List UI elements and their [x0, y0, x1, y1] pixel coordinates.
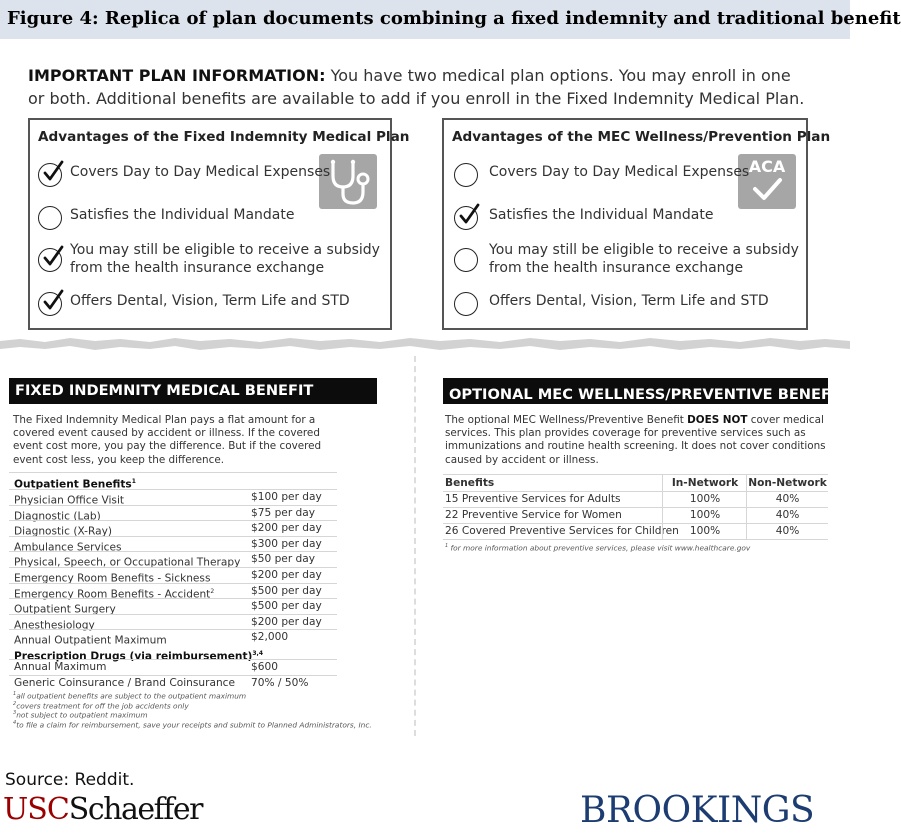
source-note: Source: Reddit.	[5, 770, 135, 790]
advantage-label: Satisfies the Individual Mandate	[70, 207, 295, 223]
benefit-name: Outpatient Surgery	[14, 603, 116, 616]
aca-badge-label: ACA	[748, 157, 786, 176]
advantage-item	[454, 292, 805, 316]
fixed-indemnity-header: FIXED INDEMNITY MEDICAL BENEFIT	[9, 378, 377, 404]
usc-logo-text: USC	[3, 792, 69, 827]
benefit-name: Generic Coinsurance / Brand Coinsurance	[14, 676, 236, 689]
mec-desc-bold: DOES NOT	[687, 414, 748, 426]
in-network-value: 100%	[689, 509, 721, 521]
table-row	[9, 660, 337, 675]
footnote	[13, 710, 148, 719]
footnote-marker: 2	[13, 700, 17, 707]
table-row	[9, 615, 337, 630]
benefit-name: Emergency Room Benefits - Sickness	[14, 572, 211, 585]
column-divider	[414, 356, 416, 736]
mec-table-header	[443, 475, 828, 491]
table-row	[443, 491, 828, 507]
advantage-label: Covers Day to Day Medical Expenses	[70, 164, 331, 180]
figure-title: Figure 4: Replica of plan documents combining a fixed indemnity and traditional benefit	[7, 8, 901, 29]
footnote-marker: 1	[13, 691, 17, 697]
in-network-value: 100%	[689, 525, 721, 537]
benefit-name: Physical, Speech, or Occupational Therapy	[14, 556, 241, 569]
column-divider	[662, 474, 663, 539]
benefit-name: Emergency Room Benefits - Accident	[14, 588, 211, 601]
benefit-value: $200 per day	[251, 569, 322, 581]
benefit-value: $50 per day	[251, 553, 316, 566]
advantage-label: Offers Dental, Vision, Term Life and STD	[489, 293, 769, 309]
benefit-value: $500 per day	[251, 600, 322, 613]
benefit-name: Ambulance Services	[14, 541, 122, 554]
benefit-value: $300 per day	[251, 537, 322, 550]
advantage-item	[454, 163, 805, 187]
mec-footnote	[445, 543, 750, 552]
table-row	[9, 552, 337, 567]
footnote-marker: 1	[131, 478, 136, 485]
row-divider	[9, 505, 337, 506]
mec-wellness-description	[445, 414, 830, 467]
advantage-item	[38, 163, 386, 187]
footnote	[13, 701, 189, 710]
column-divider	[746, 474, 747, 539]
advantage-label: Covers Day to Day Medical Expenses	[489, 164, 750, 180]
benefit-value: $200 per day	[251, 522, 322, 535]
empty-circle-icon	[454, 163, 478, 187]
non-network-value: 40%	[775, 509, 800, 521]
figure-header	[0, 0, 901, 39]
row-divider	[9, 614, 337, 615]
row-divider	[9, 675, 337, 676]
table-row	[9, 521, 337, 536]
benefit-value: $500 per day	[251, 584, 322, 597]
footnote-marker: 2	[210, 587, 215, 595]
benefit-value: $200 per day	[251, 615, 322, 628]
fixed-indemnity-advantages-box	[28, 118, 410, 330]
footnote-text: to file a claim for reimbursement, save your receipts and submit to Planned Administrators, Inc.	[16, 720, 372, 730]
benefit-name: 26 Covered Preventive Services for Children	[445, 525, 679, 537]
advantage-label: You may still be eligible to receive a subsidy from the health insurance exchange	[70, 242, 380, 276]
benefit-name: Annual Maximum	[14, 661, 107, 673]
row-divider	[443, 539, 828, 540]
benefit-name: Annual Outpatient Maximum	[14, 634, 167, 647]
footnote	[13, 691, 246, 700]
row-divider	[9, 659, 337, 660]
brookings-logo: BROOKINGS	[580, 790, 815, 831]
non-network-value: 40%	[775, 525, 800, 537]
footnote-marker: 4	[13, 719, 17, 726]
footnote	[13, 720, 372, 729]
mec-desc-pre: The optional MEC Wellness/Preventive Benefit	[445, 414, 688, 426]
in-network-value: 100%	[689, 493, 721, 505]
mec-header-label: OPTIONAL MEC WELLNESS/PREVENTIVE BENEFIT	[449, 385, 847, 403]
footnote-marker: 3	[13, 710, 17, 717]
advantage-item	[38, 241, 386, 277]
benefit-value: $75 per day	[251, 506, 316, 519]
non-network-value: 40%	[775, 493, 800, 505]
mec-wellness-header	[443, 378, 852, 404]
advantage-item	[454, 206, 805, 230]
intro-bold: IMPORTANT PLAN INFORMATION:	[28, 66, 326, 85]
footnote-marker: 3,4	[252, 650, 263, 657]
usc-schaeffer-logo	[3, 792, 202, 827]
box-title: Advantages of the MEC Wellness/Prevention Plan	[452, 129, 831, 145]
mec-wellness-advantages-box	[442, 118, 831, 330]
row-divider	[9, 629, 337, 630]
benefit-name: 22 Preventive Service for Women	[445, 509, 622, 521]
table-row	[9, 490, 337, 505]
advantage-label: Offers Dental, Vision, Term Life and STD	[70, 293, 350, 309]
table-row	[9, 537, 337, 552]
row-divider	[9, 598, 337, 599]
benefit-value: $600	[251, 661, 278, 673]
row-divider	[9, 551, 337, 552]
advantage-item	[454, 241, 805, 277]
benefit-name: Diagnostic (Lab)	[14, 510, 101, 523]
row-divider	[9, 520, 337, 521]
column-header-benefits: Benefits	[445, 477, 495, 489]
footnote-text: covers treatment for off the job accidents only	[16, 701, 189, 711]
column-header-in-network: In-Network	[671, 477, 739, 489]
benefit-name: Physician Office Visit	[14, 494, 125, 507]
box-title: Advantages of the Fixed Indemnity Medical Plan	[38, 129, 410, 145]
table-row	[9, 568, 337, 583]
schaeffer-logo-text: Schaeffer	[68, 792, 202, 827]
plan-intro	[28, 64, 828, 110]
intro-line2: or both. Additional benefits are available to add if you enroll in the Fixed Indemnity Medical Plan.	[28, 89, 805, 108]
row-divider	[9, 583, 337, 584]
torn-edge-divider	[0, 333, 850, 355]
outpatient-header-label: Outpatient Benefits	[14, 478, 132, 491]
mec-desc-post: cover medical services. This plan provides coverage for preventive services such as immunizations and routine health screening. It does not cover conditions caused by accident or illness.	[445, 414, 826, 466]
row-divider	[9, 489, 337, 490]
row-divider	[9, 567, 337, 568]
intro-line1: You have two medical plan options. You may enroll in one	[325, 66, 791, 85]
benefit-value: 70% / 50%	[251, 676, 309, 689]
benefit-name: Diagnostic (X-Ray)	[14, 525, 113, 538]
benefit-name: 15 Preventive Services for Adults	[445, 493, 621, 505]
divider	[9, 472, 337, 473]
benefit-value: $100 per day	[251, 491, 322, 503]
advantage-item	[38, 292, 386, 316]
row-divider	[9, 536, 337, 537]
table-row	[9, 584, 337, 599]
footnote-marker: 1	[445, 543, 449, 549]
empty-circle-icon	[38, 206, 62, 230]
advantage-item	[38, 206, 386, 230]
checked-circle-icon	[38, 163, 62, 187]
table-row	[9, 676, 337, 691]
advantage-label: Satisfies the Individual Mandate	[489, 207, 714, 223]
fixed-indemnity-description: The Fixed Indemnity Medical Plan pays a flat amount for a covered event caused by accident or illness. If the covered event cost more, you pay the difference. But if the covered event cost less, you keep the difference.	[13, 414, 322, 466]
checked-circle-icon	[454, 206, 478, 230]
table-row	[443, 523, 828, 539]
empty-circle-icon	[454, 248, 478, 272]
outpatient-header	[9, 474, 337, 489]
benefit-name: Anesthesiology	[14, 619, 95, 632]
footnote-marker: 1	[846, 387, 852, 395]
column-header-non-network: Non-Network	[748, 477, 827, 489]
table-row	[9, 630, 337, 645]
footnote-text: not subject to outpatient maximum	[16, 710, 148, 720]
checked-circle-icon	[38, 292, 62, 316]
table-row	[9, 506, 337, 521]
mec-footnote-text: for more information about preventive services, please visit www.healthcare.gov	[450, 543, 751, 553]
table-row	[443, 507, 828, 523]
footnote-text: all outpatient benefits are subject to the outpatient maximum	[16, 691, 247, 701]
table-row	[9, 599, 337, 614]
rx-header-label: Prescription Drugs (via reimbursement)	[14, 650, 253, 663]
advantage-label: You may still be eligible to receive a subsidy from the health insurance exchange	[489, 242, 799, 276]
checked-circle-icon	[38, 248, 62, 272]
empty-circle-icon	[454, 292, 478, 316]
benefit-value: $2,000	[251, 631, 289, 644]
